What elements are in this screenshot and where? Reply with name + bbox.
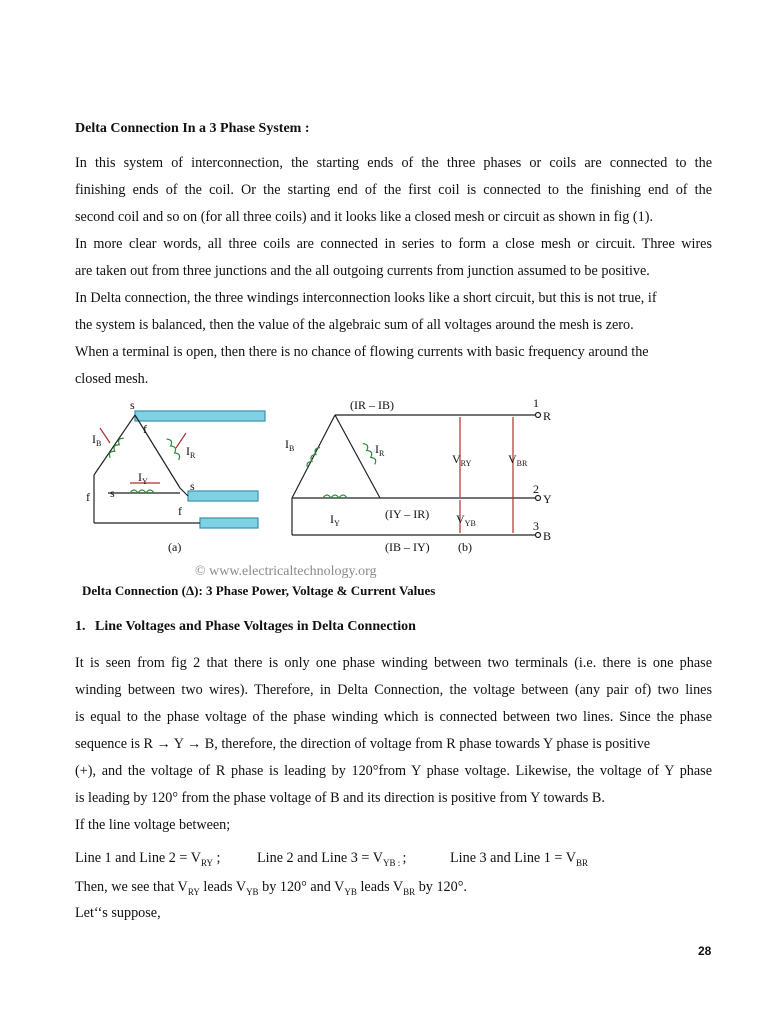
- label-iy: $I_Y$: [138, 470, 148, 486]
- body-line: sequence is R → Y → B, therefore, the direction of voltage from R phase towards Y phase is positive: [75, 736, 651, 752]
- panel-b-labels: [285, 396, 552, 554]
- page-number: 28: [698, 944, 712, 958]
- subsection-number: 1.: [75, 619, 86, 634]
- label-ir-b: $I_R$: [375, 442, 385, 458]
- terminal-1: 1: [533, 396, 539, 410]
- section-heading: Delta Connection In a 3 Phase System :: [75, 121, 310, 136]
- terminal-3: 3: [533, 519, 539, 533]
- line-bar-r: [135, 411, 265, 421]
- suppose-line: Let‘‘s suppose,: [75, 905, 161, 921]
- body-line: is equal to the phase voltage of the phase winding which is connected between two lines. Since the phase: [75, 709, 712, 725]
- label-a: (a): [168, 540, 182, 554]
- label-f: f: [143, 422, 147, 436]
- label-s3: s: [190, 479, 195, 493]
- label-vry: $V_{RY}$: [452, 452, 472, 468]
- intro-line: finishing ends of the coil. Or the starting end of the first coil is connected to the finishing end of the: [75, 182, 712, 198]
- line-bar-y: [188, 491, 258, 501]
- label-vbr: $V_{BR}$: [508, 452, 528, 468]
- intro-line: closed mesh.: [75, 371, 149, 387]
- label-s2: s: [110, 486, 115, 500]
- terminal-2: 2: [533, 482, 539, 496]
- subsection-title: Line Voltages and Phase Voltages in Delta Connection: [95, 619, 416, 634]
- equation-line1-line2: Line 1 and Line $2 = V_{RY}$ ;: [75, 850, 221, 868]
- label-ib-b: $I_B$: [285, 437, 295, 453]
- equation-line2-line3: Line 2 and Line $3 = V_{YB :}$ ;: [257, 850, 407, 868]
- body-paragraph: [75, 650, 712, 839]
- intro-line: In Delta connection, the three windings interconnection looks like a short circuit, but this is not true, if: [75, 290, 657, 306]
- label-ir: $I_R$: [186, 444, 196, 460]
- terminal-r: R: [543, 409, 552, 423]
- intro-paragraph: [75, 150, 712, 393]
- intro-line: When a terminal is open, then there is no chance of flowing currents with basic frequency around the: [75, 344, 649, 360]
- label-s: s: [130, 398, 135, 412]
- label-b: (b): [458, 540, 472, 554]
- label-bot-current: (IB – IY): [385, 540, 430, 554]
- line-bar-b: [200, 518, 258, 528]
- label-f2: f: [86, 490, 90, 504]
- body-line: is leading by 120° from the phase voltage of B and its direction is positive from Y towards B.: [75, 790, 605, 806]
- body-line: winding between two wires). Therefore, in Delta Connection, the voltage between (any pair of) two lines: [75, 682, 712, 698]
- label-ib: $I_B$: [92, 432, 102, 448]
- intro-line: In more clear words, all three coils are connected in series to form a close mesh or circuit. Three wires: [75, 236, 712, 252]
- intro-line: the system is balanced, then the value of the algebraic sum of all voltages around the mesh is zero.: [75, 317, 634, 333]
- label-mid-current: (IY – IR): [385, 507, 430, 521]
- body-line: (+), and the voltage of R phase is leading by 120°from Y phase voltage. Likewise, the voltage of Y phase: [75, 763, 712, 779]
- label-vyb: $V_{YB}$: [456, 512, 476, 528]
- body-line: If the line voltage between;: [75, 817, 231, 833]
- label-f3: f: [178, 504, 182, 518]
- equation-line3-line1: Line 3 and Line $1 = V_{BR}$: [450, 850, 588, 868]
- figure-caption: Delta Connection (Δ): 3 Phase Power, Voltage & Current Values: [82, 583, 436, 598]
- intro-line: second coil and so on (for all three coils) and it looks like a closed mesh or circuit as shown in fig (1).: [75, 209, 653, 225]
- label-iy-b: $I_Y$: [330, 512, 340, 528]
- then-line: Then, we see that $V_{RY}$ leads $V_{YB}$ by 120° and $V_{YB}$ leads $V_{BR}$ by 120°.: [75, 879, 467, 897]
- terminal-y: Y: [543, 492, 552, 506]
- intro-line: In this system of interconnection, the starting ends of the three phases or coils are connected to the: [75, 155, 712, 171]
- delta-connection-figure: [80, 393, 580, 605]
- body-line: It is seen from fig 2 that there is only one phase winding between two terminals (i.e. there is one phase: [75, 655, 712, 671]
- watermark: © www.electricaltechnology.org: [195, 564, 377, 579]
- intro-line: are taken out from three junctions and the all outgoing currents from junction assumed to be positive.: [75, 263, 650, 279]
- terminal-b: B: [543, 529, 552, 543]
- label-top-current: (IR – IB): [350, 398, 394, 412]
- subsection-heading: [75, 619, 416, 635]
